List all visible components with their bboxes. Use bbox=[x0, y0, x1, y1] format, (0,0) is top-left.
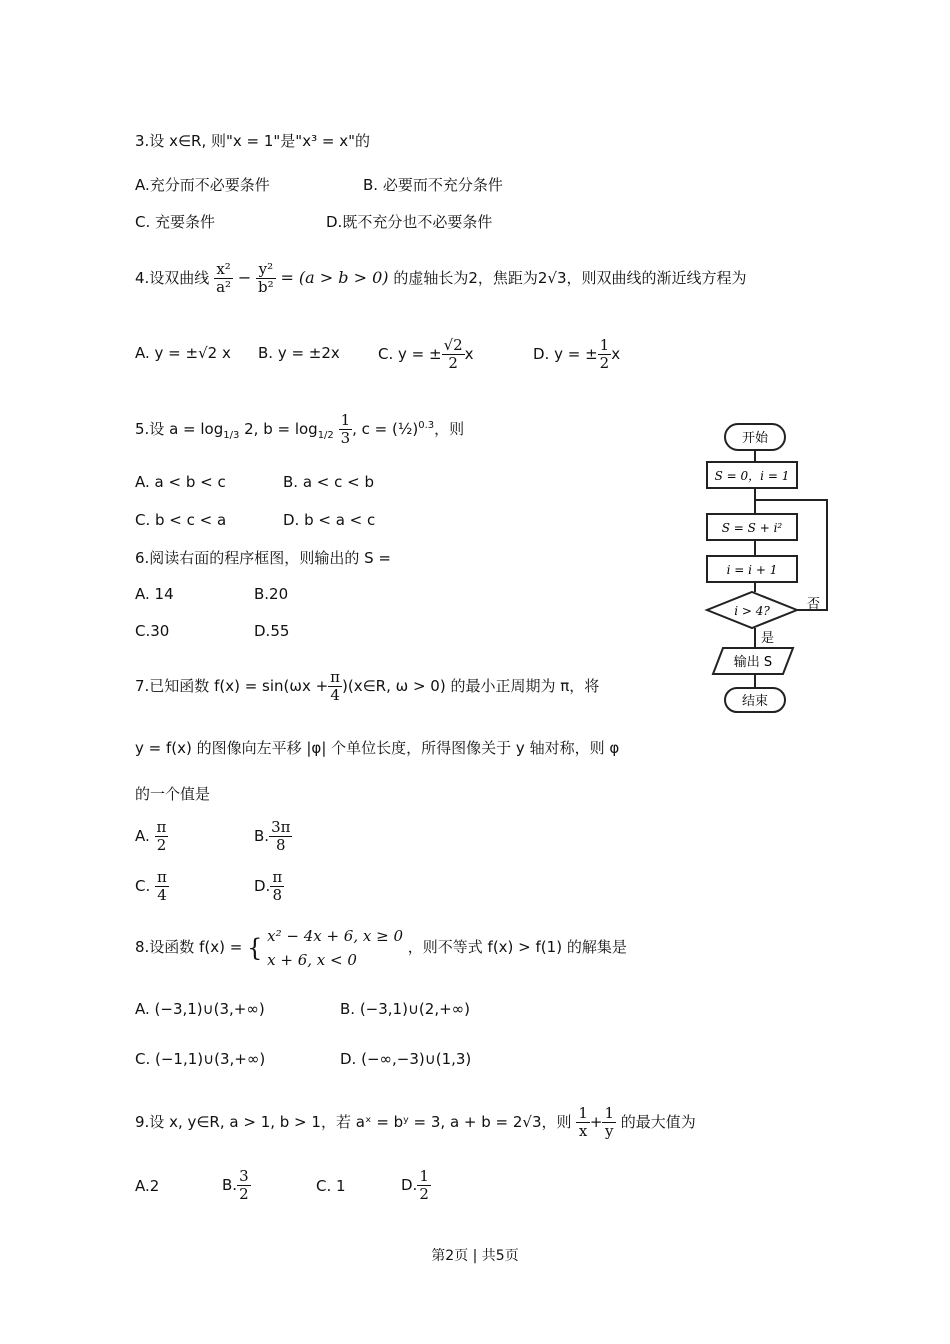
q4-stem: 4.设双曲线 $\frac{\text{x²}}{\text{a²}}$ − $\frac{\text{y²}}{\text{b²}}$ = (a > b > 0) 的虚轴长为2，焦距为2√3，则双曲线的渐近线方程为 bbox=[135, 260, 747, 296]
flow-step2-label: i = i + 1 bbox=[726, 563, 778, 577]
q7-stem-line2: y = f(x) 的图像向左平移 |φ| 个单位长度，所得图像关于 y 轴对称，则 φ bbox=[135, 739, 620, 757]
q5-option-a: A. a < b < c bbox=[135, 473, 226, 491]
q5-option-c: C. b < c < a bbox=[135, 511, 227, 529]
flow-init-label: S = 0，i = 1 bbox=[714, 469, 790, 483]
q3-option-d: D.既不充分也不必要条件 bbox=[326, 213, 493, 231]
q8-option-d: D. (−∞,−3)∪(1,3) bbox=[340, 1050, 472, 1068]
q7-option-c: C. $\frac{\pi}{4}$ bbox=[135, 868, 167, 904]
flowchart bbox=[695, 410, 845, 720]
q9-option-c: C. 1 bbox=[316, 1177, 346, 1195]
q8-stem: 8.设函数 f(x) = { x² − 4x + 6, x ≥ 0 x + 6, x < 0 ，则不等式 f(x) > f(1) 的解集是 bbox=[135, 926, 627, 969]
q4-frac-x2-a2: $\frac{\text{x²}}{\text{a²}}$ bbox=[216, 260, 232, 296]
q6-option-a: A. 14 bbox=[135, 585, 174, 603]
q9-stem: 9.设 x, y∈R, a > 1, b > 1，若 aˣ = bʸ = 3, a + b = 2√3，则 $\frac{1}{x}$ + $\frac{1}{y}$ 的最大值为 bbox=[135, 1104, 696, 1140]
q4-option-d: D. y = ± $\frac{1}{2}$ x bbox=[533, 336, 621, 372]
q6-option-b: B.20 bbox=[254, 585, 289, 603]
flow-step1-label: S = S + i² bbox=[721, 521, 783, 535]
flow-start-label: 开始 bbox=[741, 431, 769, 446]
flow-output-label: 输出 S bbox=[733, 655, 773, 670]
q9-option-b: B. $\frac{3}{2}$ bbox=[222, 1167, 249, 1203]
q5-option-d: D. b < a < c bbox=[283, 511, 376, 529]
flow-yes-label: 是 bbox=[761, 631, 775, 646]
q7-stem-line1: 7.已知函数 f(x) = sin(ωx + $\frac{\pi}{4}$ )(x∈R, ω > 0) 的最小正周期为 π，将 bbox=[135, 668, 600, 704]
q7-option-d: D. $\frac{\pi}{8}$ bbox=[254, 868, 283, 904]
q4-option-b: B. y = ±2x bbox=[258, 344, 340, 362]
q6-stem: 6.阅读右面的程序框图，则输出的 S = bbox=[135, 549, 391, 567]
q4-frac-y2-b2: $\frac{\text{y²}}{\text{b²}}$ bbox=[258, 260, 274, 296]
q7-stem-line3: 的一个值是 bbox=[135, 785, 211, 803]
flow-no-label: 否 bbox=[807, 597, 821, 612]
q3-option-a: A.充分而不必要条件 bbox=[135, 176, 270, 194]
q7-option-b: B. $\frac{3\pi}{8}$ bbox=[254, 818, 291, 854]
q3-option-b: B. 必要而不充分条件 bbox=[363, 176, 503, 194]
q8-option-a: A. (−3,1)∪(3,+∞) bbox=[135, 1000, 265, 1018]
flow-end-label: 结束 bbox=[741, 694, 769, 709]
q6-option-c: C.30 bbox=[135, 622, 170, 640]
q3-option-c: C. 充要条件 bbox=[135, 213, 216, 231]
q6-option-d: D.55 bbox=[254, 622, 290, 640]
q4-option-a: A. y = ±√2 x bbox=[135, 344, 231, 362]
q8-option-c: C. (−1,1)∪(3,+∞) bbox=[135, 1050, 266, 1068]
q3-stem: 3.设 x∈R, 则"x = 1"是"x³ = x"的 bbox=[135, 132, 370, 150]
q9-option-a: A.2 bbox=[135, 1177, 160, 1195]
q5-option-b: B. a < c < b bbox=[283, 473, 374, 491]
page-footer: 第2页 | 共5页 bbox=[431, 1248, 519, 1264]
q5-stem: 5.设 $a = \log_{1/3} 2$, $b = \log_{1/2}$ $\frac{1}{3}$ , c = (½)$^{0.3}$，则 bbox=[135, 411, 465, 447]
q8-option-b: B. (−3,1)∪(2,+∞) bbox=[340, 1000, 471, 1018]
flow-condition-label: i > 4? bbox=[734, 604, 770, 618]
q9-option-d: D. $\frac{1}{2}$ bbox=[401, 1167, 429, 1203]
q4-option-c: C. y = ± $\frac{√2}{2}$ x bbox=[378, 336, 474, 372]
q7-option-a: A. $\frac{\pi}{2}$ bbox=[135, 818, 167, 854]
